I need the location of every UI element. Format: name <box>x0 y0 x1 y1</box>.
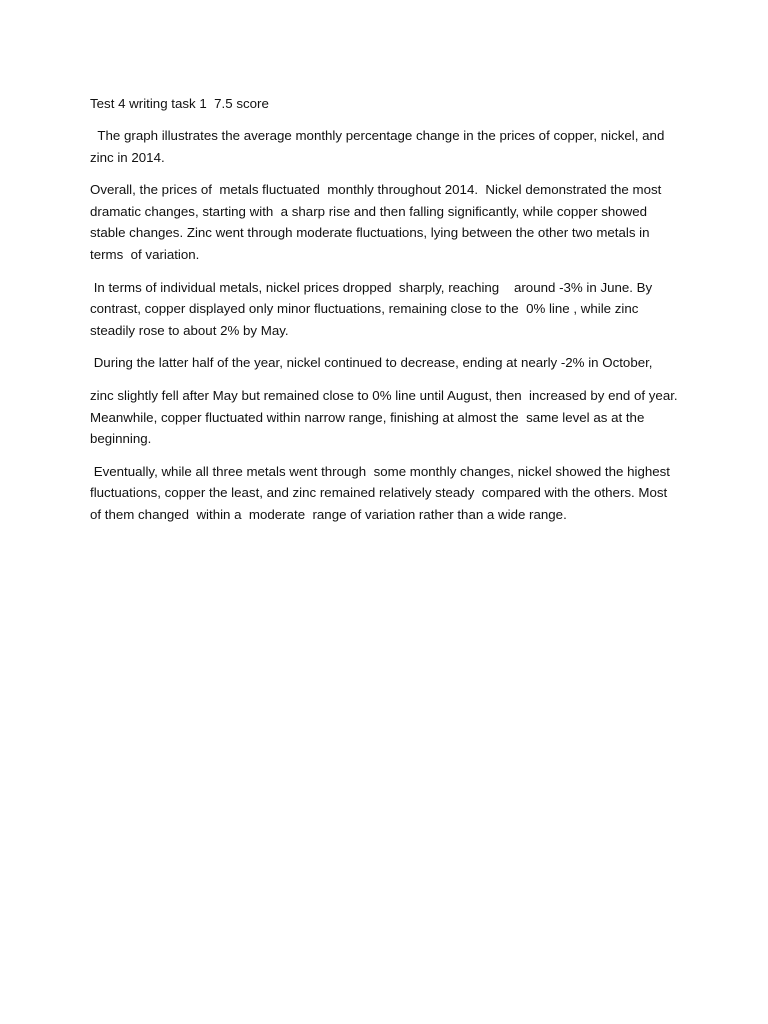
paragraph-first-half: In terms of individual metals, nickel prices dropped sharply, reaching around -3% in June. By contrast, copper displayed only minor fluctuations, remaining close to the 0% line , while zinc steadily rose to about 2% by May. <box>90 279 656 339</box>
document-title: Test 4 writing task 1 7.5 score <box>90 96 269 111</box>
paragraph-conclusion: Eventually, while all three metals went through some monthly changes, nickel showed the highest fluctuations, copper the least, and zinc remained relatively steady compared with the others. Most of them changed within a moderate range of variation rather than a wide range. <box>90 463 674 523</box>
paragraph-second-half-zinc-copper: zinc slightly fell after May but remained close to 0% line until August, then increased by end of year. Meanwhile, copper fluctuated within narrow range, finishing at almost the same level as at the beginning. <box>90 387 685 447</box>
paragraph-second-half-nickel: During the latter half of the year, nickel continued to decrease, ending at nearly -2% in October, <box>90 355 653 371</box>
paragraph-overview: Overall, the prices of metals fluctuated monthly throughout 2014. Nickel demonstrated the most dramatic changes, starting with a sharp rise and then falling significantly, while copper showed stable changes. Zinc went through moderate fluctuations, lying between the other two metals in terms of variation. <box>90 181 666 263</box>
document-page <box>90 93 685 537</box>
paragraph-introduction: The graph illustrates the average monthly percentage change in the prices of copper, nickel, and zinc in 2014. <box>90 127 669 165</box>
